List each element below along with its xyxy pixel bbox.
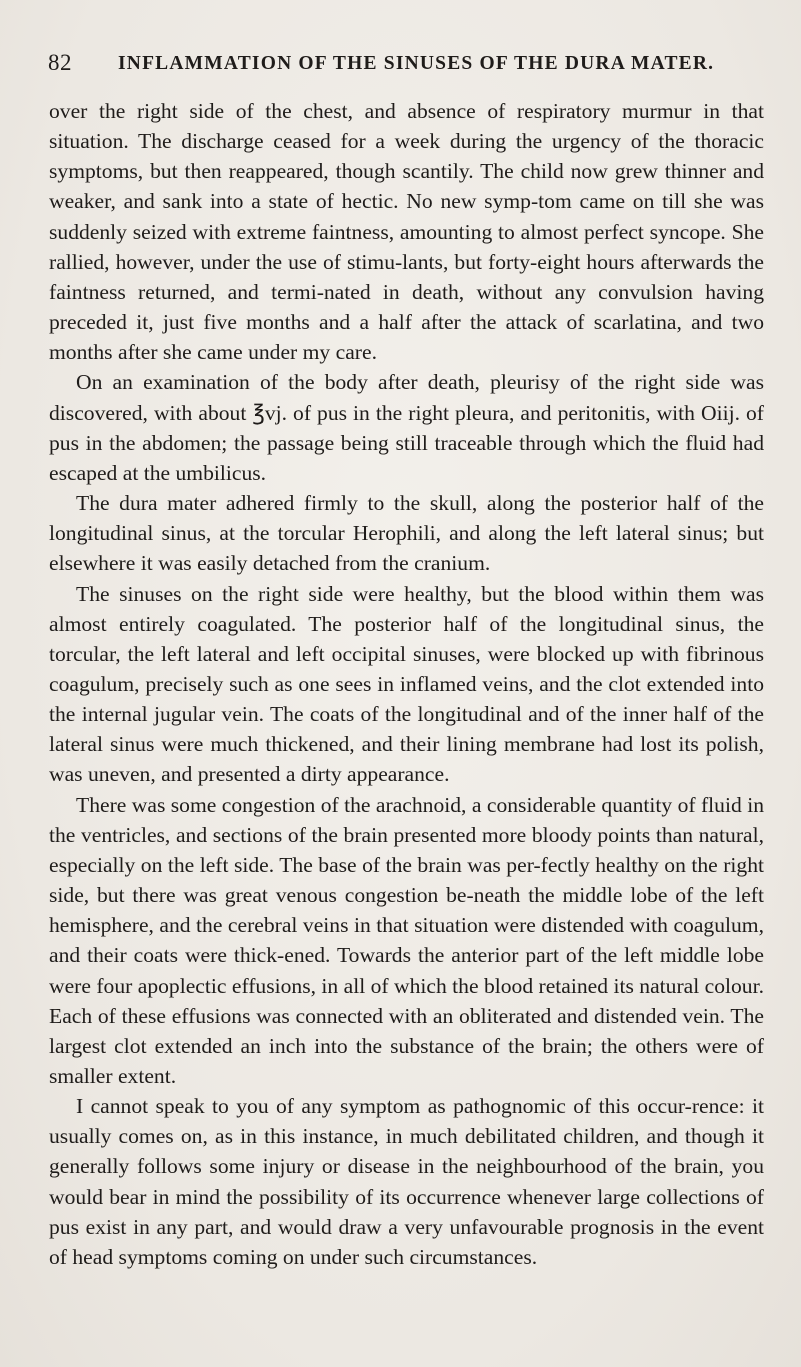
paragraph-dura-mater: The dura mater adhered firmly to the skull, along the posterior half of the longitudinal sinus, at the torcular Herophili, and along the left lateral sinus; but elsewhere it was easily detached from the cranium. (49, 491, 764, 576)
paragraph-continuation: over the right side of the chest, and absence of respiratory murmur in that situation. The discharge ceased for a week during the urgency of the thoracic symptoms, but then reappeared, though scantily. The child now grew thinner and weaker, and sank into a state of hectic. No new symp-tom came on till she was suddenly seized with extreme faintness, amounting to almost perfect syncope. She rallied, however, under the use of stimu-lants, but forty-eight hours afterwards the faintness returned, and termi-nated in death, without any convulsion having preceded it, just five months and a half after the attack of scarlatina, and two months after she came under my care. (49, 99, 764, 365)
running-head: INFLAMMATION OF THE SINUSES OF THE DURA MATER. (118, 53, 715, 74)
page-number: 82 (48, 50, 72, 75)
paragraph-sinuses: The sinuses on the right side were healthy, but the blood within them was almost entirely coagulated. The posterior half of the longitudinal sinus, the torcular, the left lateral and left occipital sinuses, were blocked up with fibrinous coagulum, precisely such as one sees in inflamed veins, and the clot extended into the internal jugular vein. The coats of the longitudinal and of the inner half of the lateral sinus were much thickened, and their lining membrane had lost its polish, was uneven, and presented a dirty appearance. (49, 581, 764, 787)
body-text (49, 96, 764, 1272)
paragraph-arachnoid: There was some congestion of the arachnoid, a considerable quantity of fluid in the ventricles, and sections of the brain presented more bloody points than natural, especially on the left side. The base of the brain was per-fectly healthy on the right side, but there was great venous congestion be-neath the middle lobe of the left hemisphere, and the cerebral veins in that situation were distended with coagulum, and their coats were thick-ened. Towards the anterior part of the left middle lobe were four apoplectic effusions, in all of which the blood retained its natural colour. Each of these effusions was connected with an obliterated and distended vein. The largest clot extended an inch into the substance of the brain; the others were of smaller extent. (49, 792, 764, 1088)
paragraph-prognosis: I cannot speak to you of any symptom as pathognomic of this occur-rence: it usually comes on, as in this instance, in much debilitated children, and though it generally follows some injury or disease in the neighbourhood of the brain, you would bear in mind the possibility of its occurrence whenever large collections of pus exist in any part, and would draw a very unfavourable prognosis in the event of head symptoms coming on under such circumstances. (49, 1094, 764, 1269)
paragraph-examination: On an examination of the body after death, pleurisy of the right side was discovered, with about ℥vj. of pus in the right pleura, and peritonitis, with Oiij. of pus in the abdomen; the passage being still traceable through which the fluid had escaped at the umbilicus. (49, 370, 764, 485)
page-header (0, 50, 801, 80)
